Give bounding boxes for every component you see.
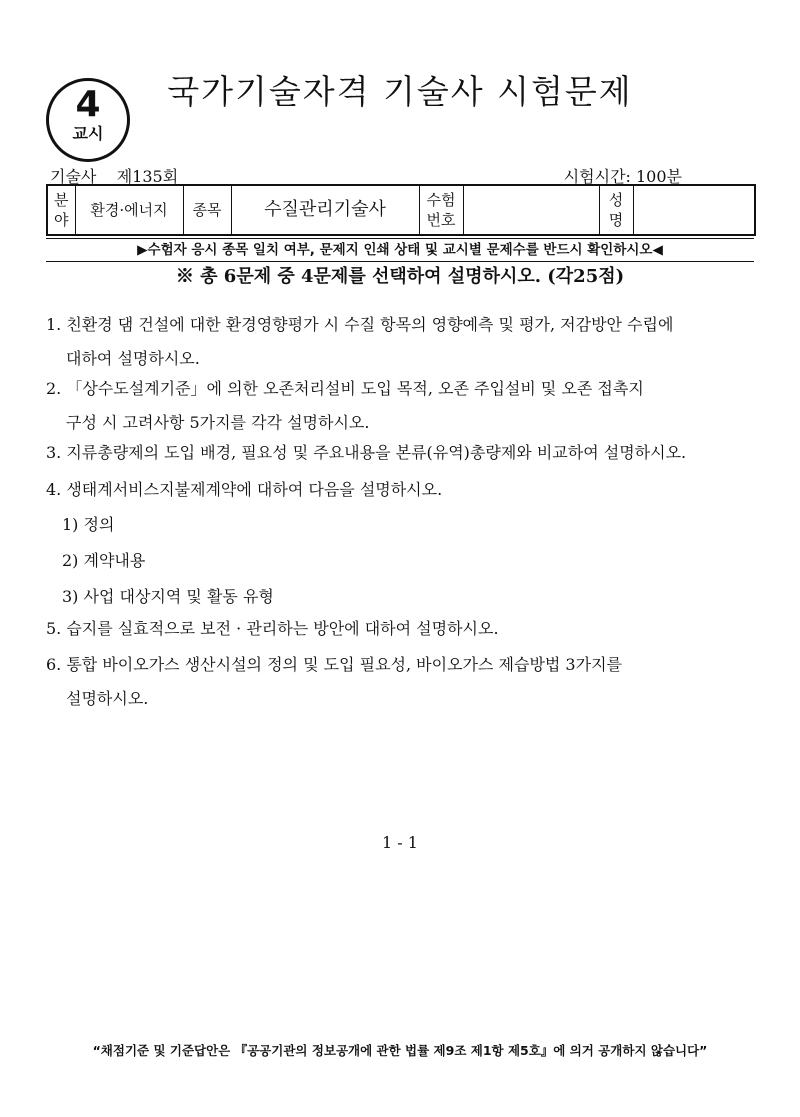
category-label: 종목 xyxy=(183,185,231,235)
page-title: 국가기술자격 기술사 시험문제 xyxy=(167,72,633,111)
notice-banner: ▶수험자 응시 종목 일치 여부, 문제지 인쇄 상태 및 교시별 문제수를 반드시 확인하시오◀ xyxy=(46,238,754,262)
exam-time: 시험시간: 100분 xyxy=(563,167,682,186)
question-item: 3. 지류총량제의 도입 배경, 필요성 및 주요내용을 본류(유역)총량제와 비교하여 설명하시오. xyxy=(46,443,687,462)
sub-item: 1) 정의 xyxy=(62,515,115,534)
footer-notice: “채점기준 및 기준답안은 『공공기관의 정보공개에 관한 법률 제9조 제1항 제5호』에 의거 공개하지 않습니다” xyxy=(92,1043,708,1058)
field-label: 분 야 xyxy=(47,185,75,235)
sub-item: 3) 사업 대상지역 및 활동 유형 xyxy=(62,587,274,606)
instruction: ※ 총 6문제 중 4문제를 선택하여 설명하시오. (각25점) xyxy=(175,266,625,287)
exam-number-field[interactable] xyxy=(463,185,599,235)
question-item: 5. 습지를 실효적으로 보전 · 관리하는 방안에 대하여 설명하시오. xyxy=(46,619,499,638)
field-value: 환경·에너지 xyxy=(75,185,183,235)
period-number: 4 xyxy=(75,84,101,125)
exam-type: 기술사 xyxy=(50,167,97,186)
period-label: 교시 xyxy=(72,124,104,143)
question-item: 1. 친환경 댐 건설에 대한 환경영향평가 시 수질 항목의 영향예측 및 평가, 저감방안 수립에 대하여 설명하시오. xyxy=(46,315,674,368)
period-badge xyxy=(46,78,130,162)
name-field[interactable] xyxy=(633,185,755,235)
question-item: 2. 「상수도설계기준」에 의한 오존처리설비 도입 목적, 오존 주입설비 및 오존 접촉지 구성 시 고려사항 5가지를 각각 설명하시오. xyxy=(46,379,644,432)
question-item: 6. 통합 바이오가스 생산시설의 정의 및 도입 필요성, 바이오가스 제습방법 3가지를 설명하시오. xyxy=(46,655,622,708)
name-label: 성 명 xyxy=(599,185,633,235)
exam-info-table xyxy=(46,184,756,236)
exam-number-label: 수험 번호 xyxy=(419,185,463,235)
category-value: 수질관리기술사 xyxy=(231,185,419,235)
question-item: 4. 생태계서비스지불제계약에 대하여 다음을 설명하시오. xyxy=(46,480,443,499)
exam-round: 제135회 xyxy=(116,167,179,186)
page-number: 1 - 1 xyxy=(382,833,418,852)
sub-item: 2) 계약내용 xyxy=(62,551,146,570)
